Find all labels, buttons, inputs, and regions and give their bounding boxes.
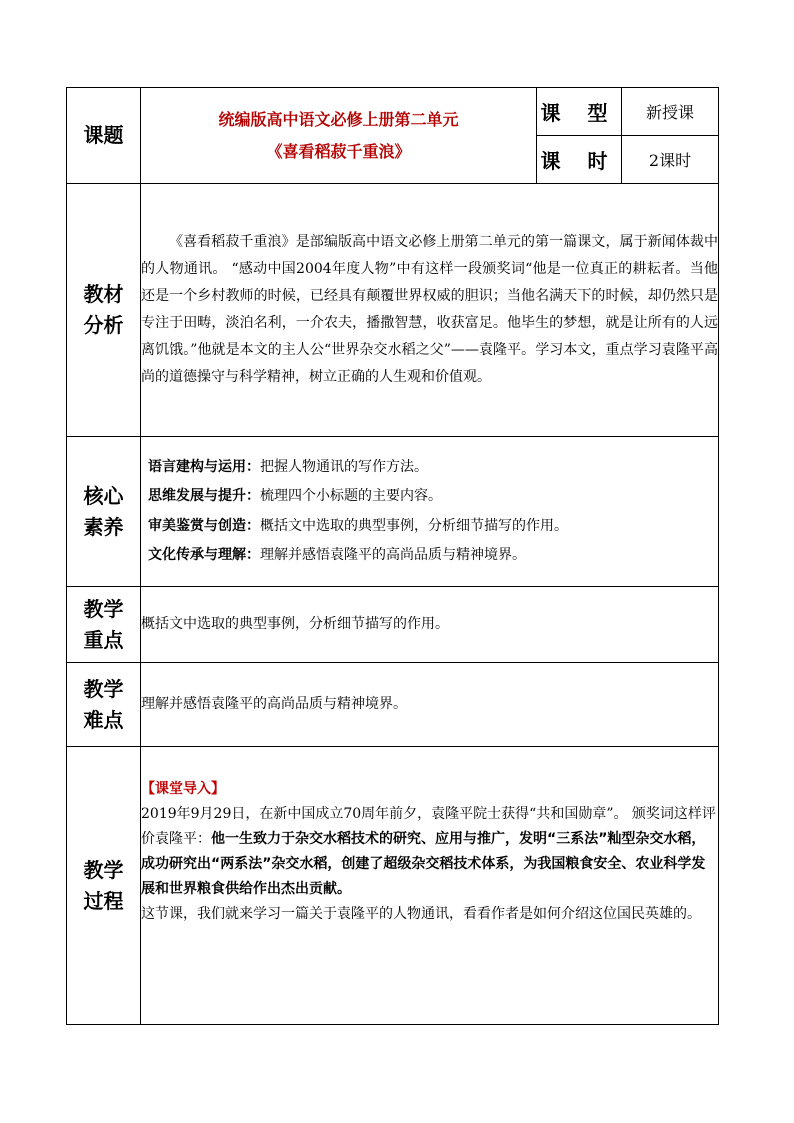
difficulty-label [67,663,141,747]
material-label-line1: 教材 [83,282,124,306]
lesson-title [141,88,537,184]
lead-in-paragraph [141,802,718,902]
core-label [67,437,141,587]
core-competency-list [141,437,719,587]
core-item-key: 思维发展与提升： [148,488,260,504]
section-heading-lead-in: 【课堂导入】 [141,781,225,797]
process-label [67,747,141,1025]
material-label-line2: 分析 [83,313,124,337]
process-label-line1: 教学 [83,857,124,882]
focus-label [67,587,141,663]
core-item-key: 语言建构与运用： [148,458,260,475]
lesson-title-line2: 《喜看稻菽千重浪》 [266,141,411,161]
process-label-line2: 过程 [83,888,124,913]
core-label-line2: 素养 [83,514,124,539]
process-content [141,747,719,1025]
core-item [141,482,718,512]
core-item-text: 概括文中选取的典型事例，分析细节描写的作用。 [260,517,568,534]
core-item [141,453,718,483]
lesson-type-label: 课 型 [537,88,622,136]
difficulty-text: 理解并感悟袁隆平的高尚品质与精神境界。 [141,663,719,747]
difficulty-label-line1: 教学 [83,676,124,701]
lead-in-award-citation: 他一生致力于杂交水稻技术的研究、应用与推广，发明“三系法”籼型杂交水稻，成功研究出“两系法”杂交水稻，创建了超级杂交稻技术体系，为我国粮食安全、农业科学发展和世界粮食供给作出杰出贡献。 [141,831,706,897]
focus-label-line2: 重点 [83,627,124,652]
lesson-hours-value: 2课时 [622,136,719,184]
core-item-text: 梳理四个小标题的主要内容。 [260,488,442,504]
focus-label-line1: 教学 [83,596,124,621]
material-analysis-text: 《喜看稻菽千重浪》是部编版高中语文必修上册第二单元的第一篇课文，属于新闻体裁中的人物通讯。 “感动中国2004年度人物”中有这样一段颁奖词“他是一位真正的耕耘者。当他还是一个乡村教师的时候，已经具有颠覆世界权威的胆识；当他名满天下的时候，却仍然只是专注于田畴，淡泊名利，一介农夫，播撒智慧，收获富足。他毕生的梦想，就是让所有的人远离饥饿。”他就是本文的主人公“世界杂交水稻之父”——袁隆平。学习本文，重点学习袁隆平高尚的道德操守与科学精神，树立正确的人生观和价值观。 [141,184,719,437]
core-item [141,541,718,571]
core-item-key: 文化传承与理解： [148,547,260,563]
lesson-type-value: 新授课 [622,88,719,136]
core-label-line1: 核心 [83,483,124,508]
lead-in-intro: 2019年9月29日，在新中国成立70周年前夕，袁隆平院士获得“共和国勋章”。 颁奖词这样评价袁隆平： [141,806,716,847]
lesson-title-line1: 统编版高中语文必修上册第二单元 [218,109,459,129]
difficulty-label-line2: 难点 [83,707,124,732]
core-item-key: 审美鉴赏与创造： [148,517,260,534]
material-label [67,184,141,437]
core-item-text: 把握人物通讯的写作方法。 [260,458,428,475]
core-item-text: 理解并感悟袁隆平的高尚品质与精神境界。 [260,547,526,563]
topic-label: 课题 [67,88,141,184]
lesson-hours-label: 课 时 [537,136,622,184]
lead-in-closing: 这节课，我们就来学习一篇关于袁隆平的人物通讯，看看作者是如何介绍这位国民英雄的。 [141,906,701,922]
lesson-plan-table [66,87,719,1025]
core-item [141,512,718,542]
focus-text: 概括文中选取的典型事例，分析细节描写的作用。 [141,587,719,663]
